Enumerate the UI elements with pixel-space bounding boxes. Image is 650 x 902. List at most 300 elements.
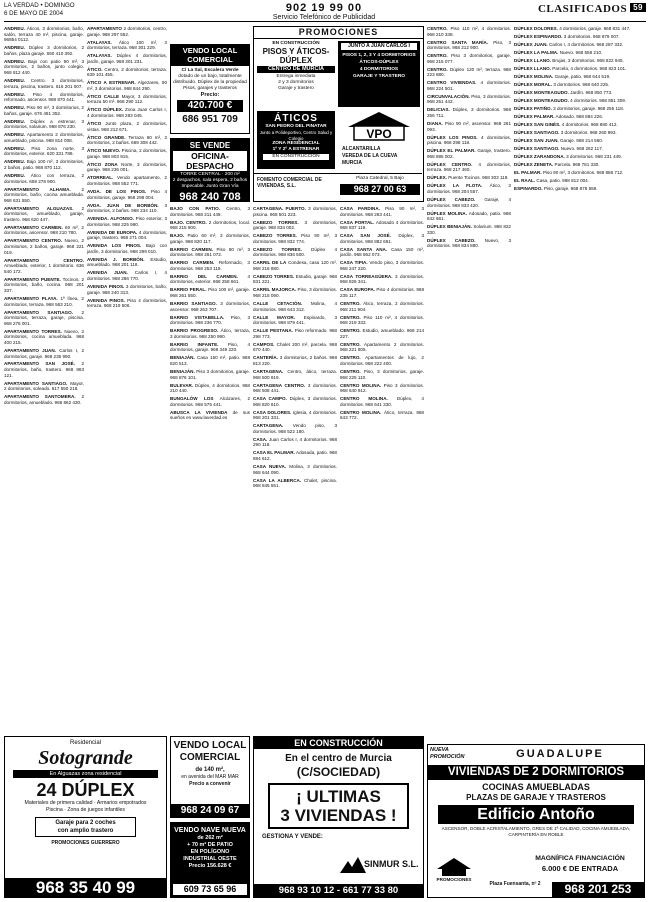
- nave-line-4: INDUSTRIAL OESTE: [183, 856, 237, 862]
- classified-ad-keyword: DÚPLEX JUAN.: [514, 41, 548, 47]
- classified-ad-text: Apartamento 2 dormitorios. 968 221 805.: [340, 341, 424, 353]
- classified-ad-keyword: AVENIDA PINOS.: [87, 297, 125, 303]
- classified-ad-text: Ático con terraza, 2 dormitorios. 659 278 900.: [4, 172, 84, 184]
- classified-ad: [253, 260, 337, 271]
- classified-ad-keyword: ANDREU.: [4, 105, 25, 111]
- page-header: [4, 2, 646, 22]
- classified-ad-keyword: AVENIDA DE EUROPA.: [87, 229, 138, 235]
- classified-ad-text: Piso 80 m², 3 dormitorios. 968 261 072.: [170, 246, 250, 258]
- classified-ad-keyword: CALLE CETACIÓN.: [253, 301, 303, 307]
- classified-ad-keyword: CANTERÍA.: [253, 355, 279, 361]
- classified-ad-keyword: CASA LA ALBERCA.: [253, 477, 302, 483]
- classified-ad-keyword: ABUSCA LA VIVIENDA: [170, 409, 228, 415]
- nave-line-5: Precio 156.628 €: [188, 863, 232, 869]
- classified-ad-keyword: CASA EUROPA.: [340, 287, 375, 293]
- classified-ad-text: Ático, 3 dormitorios. 968 204 557.: [427, 183, 511, 194]
- nave-line-1: de 262 m²: [197, 835, 223, 841]
- classified-ad: [170, 369, 250, 380]
- classified-ad: [87, 121, 167, 132]
- classified-ad-keyword: CENTRO SANTA MARÍA.: [427, 39, 489, 45]
- classified-ad-keyword: ANDREU.: [4, 118, 25, 124]
- classified-ad-text: Reformado, 3 dormitorios. 968 253 119.: [170, 260, 250, 271]
- classified-ad: [4, 361, 84, 378]
- classified-ad: [340, 383, 424, 394]
- classified-ad: [87, 107, 167, 118]
- classified-ad-text: Piso, garaje. 968 878 559.: [543, 185, 598, 191]
- classified-ad-keyword: ÁTICO CALLE: [87, 93, 120, 99]
- ad-oficina-line-1: TORRE CENTRAL · 200 m²: [180, 172, 240, 177]
- classified-ad: [427, 211, 511, 222]
- classified-ad-text: Garaje. 968 214 560.: [559, 137, 604, 143]
- classified-ad-text: Carlos I, 2 dormitorios, garaje. 968 235 990.: [4, 347, 84, 359]
- classified-ad: [427, 121, 511, 132]
- classified-ad-text: Piscina, 2 dormitorios, garaje. 968 803 915.: [87, 148, 167, 159]
- classified-ad-keyword: APARTAMENTO: [87, 26, 122, 31]
- local2-sub-1: de 140 m²,: [195, 767, 225, 773]
- classified-ad: [514, 26, 645, 32]
- classified-ad: [253, 220, 337, 231]
- classified-ad-text: Piso 4 dormitorios. 968 235 117.: [340, 287, 424, 299]
- classified-ad-text: Norte, 3 dormitorios, garaje. 968 236 001.: [87, 161, 167, 173]
- guad-title: VIVIENDAS DE 2 DORMITORIOS: [428, 765, 644, 780]
- classified-ad-keyword: CABEZO TORRES.: [253, 233, 297, 239]
- constr-big-1: ¡ ULTIMAS: [296, 787, 381, 806]
- classified-ad-keyword: BENIAJÁN.: [170, 368, 195, 374]
- classified-ad-keyword: DÚPLEX MONTEAGUDO.: [514, 89, 569, 95]
- promo-right-item-3: 4 DORMITORIOS: [359, 67, 399, 72]
- constr-line-2: (C/SOCIEDAD): [296, 765, 381, 779]
- classified-ad-keyword: ANDREU.: [4, 132, 25, 138]
- classified-column-4: [253, 206, 337, 730]
- classified-ad: [253, 478, 337, 489]
- classified-ad-keyword: DÚPLEX SAN JUAN.: [514, 137, 559, 143]
- promo-left-block: [257, 41, 335, 107]
- guad-place: GUADALUPE: [516, 748, 604, 760]
- classified-ad-text: Nuevo, 2 dormitorios, cocina amueblada. 968 400 215.: [4, 328, 84, 345]
- classified-ad-text: 3 dormitorios, garaje. 968 255 118.: [553, 105, 625, 111]
- classified-ad: [170, 233, 250, 244]
- classified-ad: [4, 132, 84, 143]
- classified-ad-keyword: ÁTICO NUEVO.: [87, 148, 121, 154]
- classified-ad-keyword: CASA PARDINA.: [340, 206, 380, 211]
- guad-name: Edificio Antoño: [438, 805, 634, 824]
- guad-address: Plaza Fuensanta, nº 2: [489, 881, 541, 887]
- classified-ad-keyword: CASA SAN JOSÉ.: [340, 233, 391, 239]
- classified-ad-keyword: DÚPLEX MOLINA.: [514, 73, 554, 79]
- classified-ad-text: Molina, 3 dormitorios. 968 644 090.: [253, 463, 337, 475]
- promo-right-item-2: ÁTICOS-DÚPLEX: [359, 60, 399, 65]
- classified-ad-keyword: CENTRO.: [427, 26, 448, 31]
- classified-ad: [4, 258, 84, 275]
- classified-ad-text: Piso 4 dormitorios, terraza. 968 219 506.: [87, 297, 167, 309]
- classified-ad: [170, 383, 250, 394]
- promo-address: Plaza Catedral, 5 Bajo: [356, 176, 404, 181]
- classified-ad: [170, 220, 250, 231]
- promo-vpo-line-3: MURCIA: [342, 160, 362, 166]
- classified-ad-keyword: AVDA. JUAN DE BORBÓN.: [87, 202, 159, 208]
- classified-ad-keyword: CASA PORTAL.: [340, 219, 375, 225]
- classified-ad: [514, 90, 645, 96]
- classified-ad-keyword: APARTAMENTO PUENTE.: [4, 276, 61, 282]
- classified-ad: [170, 342, 250, 353]
- promo-right-heading: JUNTO A JUAN CARLOS I: [341, 43, 417, 50]
- classified-ad-keyword: CASA NUEVA.: [253, 463, 287, 469]
- classified-ad-text: Piso 3 dormitorios, garaje. 968 215 077.: [427, 53, 511, 64]
- classified-ad-keyword: DÚPLEX MONTEAGUDO.: [514, 97, 569, 103]
- classified-ad-keyword: ÁTICO A ESTRENAR.: [87, 80, 136, 86]
- classified-ad-text: Iglesia, 4 dormitorios. 968 201 331.: [253, 409, 337, 421]
- classified-ad-text: 4 dormitorios, piscina. 968 298 118.: [427, 134, 511, 146]
- promo-aticos-title: ÁTICOS: [274, 113, 318, 124]
- classified-ad-text: 3 dormitorios. 968 260 993.: [560, 129, 617, 135]
- classified-ad: [427, 148, 511, 159]
- classified-ad-text: 3 dormitorios. 968 508 441.: [253, 382, 337, 394]
- classified-ad: [340, 369, 424, 380]
- soto-offer-1: Garaje para 2 coches: [55, 820, 116, 826]
- classified-ad-keyword: DÚPLEX LA FLOTA.: [427, 183, 483, 189]
- soto-tag: En Alguazas zona residencial: [13, 770, 158, 778]
- classified-ad-keyword: ANDREU.: [4, 91, 25, 97]
- classified-column-7: [514, 26, 645, 740]
- classified-ad-text: Chalet, piscina. 968 845 551.: [253, 477, 337, 489]
- classified-ad: [514, 186, 645, 192]
- classified-ad-text: Adosada, patio. 968 884 612.: [253, 450, 337, 461]
- classified-ad-text: Alcázares, 2 dormitorios. 968 575 441.: [170, 396, 250, 407]
- classified-ad: [340, 220, 424, 231]
- classified-ad-text: Piso 90 m², 3 dormitorios. 968 886 712.: [542, 169, 624, 175]
- classified-ad-keyword: CENTRO VIVIENDAS.: [427, 80, 477, 86]
- promo-left-heading: EN CONSTRUCCIÓN: [272, 41, 320, 46]
- classified-ad: [4, 187, 84, 204]
- classified-ad: [340, 355, 424, 366]
- soto-small: Residencial: [69, 740, 102, 746]
- house-logo-icon: [338, 111, 420, 141]
- classified-ad-keyword: CENTRO.: [340, 328, 361, 334]
- ad-local-line-4: Pisos, garajes y trasteros: [183, 86, 237, 91]
- constr-company: SINMUR S.L.: [364, 859, 419, 869]
- classified-ad-keyword: ANDREU.: [4, 77, 25, 83]
- promo-left-title: PISOS Y ÁTICOS-DÚPLEX: [262, 47, 330, 65]
- classified-ad: [4, 146, 84, 157]
- classified-ad-keyword: APARTAMENTO CENTRO.: [4, 257, 84, 263]
- classified-ad-keyword: CABEZO TORRES.: [253, 273, 295, 279]
- classified-ad-keyword: ATALAYAS.: [87, 53, 112, 59]
- classified-ad-text: Juan Carlos I, 4 dormitorios. 968 290 118.: [253, 436, 337, 448]
- local2-sub-3: Precio a convenir: [189, 781, 231, 787]
- classified-ad-keyword: CARTAGENA CENTRO.: [253, 382, 306, 388]
- classified-ad-keyword: DÚPLEX LLANO.: [514, 65, 552, 71]
- classified-column-6: [427, 26, 511, 740]
- classified-ad: [427, 40, 511, 51]
- classified-ad-keyword: DÚPLEX.: [427, 175, 447, 181]
- publication-date: 6 DE MAYO DE 2004: [4, 9, 64, 17]
- classified-ad: [4, 92, 84, 103]
- classified-ad: [87, 284, 167, 295]
- classified-ad-keyword: EL PALMAR.: [514, 169, 542, 175]
- classified-ad-keyword: AVENIDA. ALFONSO.: [87, 216, 134, 222]
- classified-ad: [340, 328, 424, 339]
- local2-phone: 968 24 09 67: [171, 804, 249, 817]
- classified-ad: [4, 329, 84, 346]
- ad-local-price: 420.700 €: [177, 100, 243, 112]
- classified-ad: [340, 315, 424, 326]
- classified-ad-text: Amueblado, exterior, 1 dormitorio. 636 540 172.: [4, 263, 84, 274]
- classified-ad-keyword: ÁTICO: [87, 121, 102, 127]
- classified-ad: [253, 247, 337, 258]
- classified-ad: [514, 154, 645, 160]
- classified-ad-keyword: ÁTICO DÚPLEX.: [87, 107, 124, 113]
- classified-ad: [514, 58, 645, 64]
- classified-ad: [340, 301, 424, 312]
- classified-ad-keyword: DÚPLEX SANTIAGO.: [514, 129, 560, 135]
- classified-ad-text: Nuevo. 968 558 210.: [559, 49, 603, 55]
- classified-ad-text: Dúplex 4 dormitorios, jardín, garaje. 968 301 231.: [87, 53, 167, 64]
- classified-ad: [87, 135, 167, 146]
- promo-right-item-4: GARAJE Y TRASTERO: [352, 74, 406, 79]
- classified-ad-keyword: DÚPLEX EL PALMAR.: [427, 148, 476, 154]
- promo-aticos-block: [257, 111, 335, 169]
- classified-ad: [514, 50, 645, 56]
- classified-ad: [514, 106, 645, 112]
- classified-ad: [87, 26, 167, 37]
- classified-ad: [514, 66, 645, 72]
- classified-ad: [170, 396, 250, 407]
- guad-promo: NUEVA PROMOCIÓN: [430, 747, 465, 760]
- guad-desc: ASCENSOR, DOBLE ACRISTALAMIENTO, GRES DE 1ª CALIDAD, COCINA AMUEBLADA, CARPINTERÍA EN ROBLE: [441, 826, 631, 837]
- promo-vpo-line-1: ALCANTARILLA: [342, 146, 381, 152]
- classified-ad-keyword: CASA.: [253, 436, 268, 442]
- classified-ad-text: Espinardo, 3 dormitorios. 968 879 441.: [253, 314, 337, 326]
- soto-offer-2: con amplio trastero: [57, 828, 114, 834]
- classified-ad: [253, 328, 337, 339]
- classified-ad-text: Ático 100 m², 3 dormitorios, terraza. 968 301 229.: [87, 39, 167, 51]
- classified-ad: [253, 206, 337, 217]
- classified-ad: [87, 189, 167, 200]
- classified-ad-text: Centro. 3 dormitorios, terraza, piscina, trastero. 616 201 007.: [4, 77, 84, 89]
- classified-ad-keyword: APARTAMENTO SAN JOSÉ.: [4, 361, 76, 367]
- classified-ad-text: 3 dormitorios. 968 231 449.: [566, 153, 623, 159]
- classified-ad: [340, 247, 424, 258]
- classified-ad-text: Vendo piso, 3 dormitorios. 968 522 180.: [253, 423, 337, 434]
- classified-ad-text: 4 dormitorios. 968 224 501.: [427, 80, 511, 91]
- ad-local-line-1: C/ La Sal, Escalera Verde: [181, 68, 239, 73]
- classified-ad-text: Garaje, 4 dormitorios. 968 833 420.: [427, 196, 511, 208]
- classified-ad: [340, 410, 424, 421]
- publication-name: LA VERDAD • DOMINGO: [4, 2, 75, 9]
- classified-ad: [340, 260, 424, 271]
- classified-ad: [427, 53, 511, 64]
- classified-ad-keyword: CARTAGENA.: [253, 423, 284, 429]
- classified-ad-text: Piso 3 dormitorios. 968 640 912.: [340, 382, 424, 394]
- classified-ad-text: 3 dormitorios. 968 826 341.: [340, 273, 424, 285]
- classified-ad: [170, 287, 250, 298]
- classified-ad-text: Áticos, 3 dormitorios, baño, salón, terraza 40 m², piscina, garaje. 96854 0112.: [4, 26, 84, 43]
- ad-construccion: [253, 736, 424, 898]
- guad-sub-1: COCINAS AMUEBLADAS: [482, 782, 590, 792]
- classified-ad-keyword: BAJO. CENTRO.: [170, 219, 207, 225]
- classified-ad-keyword: CENTRO MOLINA.: [340, 396, 388, 402]
- classified-ad-text: Piso 110 m², 4 dormitorios. 968 219 332.: [340, 314, 424, 326]
- classified-ad-text: Puente Tocinos. 968 303 119.: [448, 175, 509, 181]
- classified-ad: [514, 74, 645, 80]
- classified-ad: [4, 159, 84, 170]
- classified-ad-text: Estudio, amueblado. 968 214 227.: [340, 328, 424, 339]
- classified-ad: [170, 206, 250, 217]
- classified-ad-text: Piso, 3 dormitorios, garaje. 968 225 110.: [340, 368, 424, 380]
- classified-ad: [253, 274, 337, 285]
- ad-promociones: [253, 26, 424, 202]
- classified-ad-text: Nuevo, 2 dormitorios, 2 baños, garaje. 968 221 019.: [4, 238, 84, 255]
- guad-finance: MAGNÍFICA FINANCIACIÓN: [535, 855, 625, 862]
- classified-ad-text: Ático, terraza, 3 dormitorios. 968 250 990.: [170, 328, 250, 339]
- classified-ad-keyword: CASA SANTA ANA.: [340, 246, 388, 252]
- classified-ad-text: 3 dormitorios, piscina. 968 501 223.: [253, 206, 337, 217]
- classified-ad-text: Adosado. 968 884 226.: [555, 113, 604, 119]
- classified-ad-keyword: BARRIO DEL CARMEN.: [170, 273, 238, 279]
- constr-banner: EN CONSTRUCCIÓN: [254, 737, 423, 749]
- classified-ad-keyword: ATALAYAS.: [87, 39, 112, 45]
- classified-ad-keyword: DÚPLEX SANTIAGO.: [514, 145, 560, 151]
- classified-ad: [170, 260, 250, 271]
- classified-ad-keyword: ANDREU.: [4, 145, 25, 151]
- classified-ad-keyword: BAJO.: [170, 233, 185, 239]
- classified-ad-text: Dúplex, 3 dormitorios. 968 882 661.: [340, 233, 424, 244]
- promo-vpo-line-2: VEREDA DE LA CUEVA: [342, 153, 398, 159]
- classified-ad-text: Junto plaza, 2 dormitorios, vistas. 968 212 671.: [87, 121, 167, 132]
- classified-ad: [514, 138, 645, 144]
- classified-ad-text: Casa 150 m², patio. 968 820 513.: [170, 355, 250, 366]
- classified-ad: [87, 298, 167, 309]
- classified-ad-keyword: BULEVAR.: [170, 382, 194, 388]
- classified-ad-text: Bajo 100 m², 3 dormitorios, 2 baños, patio. 968 870 112.: [4, 159, 84, 170]
- classified-ad: [427, 162, 511, 173]
- classified-ad-text: Molina, 4 dormitorios. 968 643 312.: [253, 301, 337, 312]
- classified-ad: [514, 34, 645, 40]
- promo-footer: [254, 173, 422, 200]
- classified-ad: [514, 114, 645, 120]
- guad-header: [428, 745, 644, 765]
- classified-ad: [4, 45, 84, 56]
- classified-ad-text: Vendo piso, 3 dormitorios. 968 247 220.: [340, 260, 424, 271]
- classified-ad-text: Dúplex, 4 dormitorios. 968 641 330.: [340, 396, 424, 407]
- classified-ad: [170, 328, 250, 339]
- ad-vendo-local-2: [170, 736, 250, 818]
- classified-ad: [253, 437, 337, 448]
- classified-ad-text: Piso 90 m², ascensor. 968 261 093.: [427, 121, 511, 132]
- classified-ad-text: Piso 110 m², 4 dormitorios. 968 210 338.: [427, 26, 511, 37]
- classified-ad: [87, 40, 167, 51]
- classified-ad-keyword: DÚPLEX PATIÑO.: [514, 105, 552, 111]
- classified-ad-text: 1ª línea, 2 dormitorios, terraza. 968 563 210.: [4, 295, 84, 307]
- classified-ad: [4, 173, 84, 184]
- classified-ad-text: Nuevo. 968 262 117.: [560, 145, 604, 151]
- classified-ad-keyword: AVENIDA JUAN.: [87, 270, 128, 276]
- classified-ad: [253, 342, 337, 353]
- classified-ad-text: Dúplex 120 m², terraza. 968 223 880.: [427, 66, 511, 78]
- classified-ad-text: Centro, 3 dormitorios. 968 211 449.: [170, 206, 250, 217]
- classified-ad-text: 2 dormitorios, centro, garaje. 968 297 552.: [87, 26, 167, 37]
- classified-ad-keyword: BARRIO CARMEN.: [170, 246, 213, 252]
- classified-ad-keyword: AVENIDA J. BORBÓN.: [87, 256, 145, 262]
- classified-column-1: [4, 26, 84, 732]
- ad-guadalupe: [427, 744, 645, 898]
- classified-ad: [427, 107, 511, 118]
- classified-ad-text: Piso, 4 dormitorios, garaje. 968 349 220.: [170, 341, 250, 353]
- classified-ad: [87, 216, 167, 227]
- classified-ad-text: Patio 60 m², 3 dormitorios, garaje. 968 820 117.: [170, 233, 250, 244]
- classified-ad: [514, 170, 645, 176]
- promo-title: PROMOCIONES: [254, 27, 423, 39]
- classified-ad-text: Carlos I, 4 dormitorios. 968 286 770.: [87, 270, 167, 281]
- classified-ad: [340, 396, 424, 407]
- classified-ad: [4, 277, 84, 294]
- classified-ad: [170, 355, 250, 366]
- classified-ad-keyword: DÚPLEX CENTRO.: [427, 161, 473, 167]
- classified-ad-keyword: CABEZO TORRES.: [253, 219, 299, 225]
- classified-ad-keyword: DÚPLEX PALMAR.: [514, 113, 555, 119]
- classified-ad: [253, 369, 337, 380]
- classified-column-3: [170, 206, 250, 730]
- guad-bottom: [428, 855, 644, 897]
- classified-ad-keyword: DÚPLEX LA PALMA.: [514, 49, 559, 55]
- classified-ad-keyword: APARTAMENTO ALHAMA.: [4, 186, 71, 192]
- ad-local-line-5: Precio:: [200, 92, 220, 98]
- classified-ad-text: Vendo apartamento, 2 dormitorios. 968 552 771.: [87, 175, 167, 186]
- classified-ad-text: Piso reformado. 968 298 773.: [253, 328, 337, 339]
- classified-ad-text: Nuevo, 3 dormitorios. 968 834 880.: [427, 237, 511, 249]
- classified-ad-keyword: CASA CAMPO.: [253, 396, 287, 402]
- classified-ad-text: Apartamento 2 dormitorios, amueblado, piscina. 968 814 008.: [4, 132, 84, 143]
- classified-ad-text: 2 dormitorios, terraza, garaje, piscina. 968 276 001.: [4, 309, 84, 326]
- ad-sotogrande: [4, 736, 167, 898]
- classified-ad-text: 3 dormitorios. 968 879 007.: [563, 33, 620, 39]
- classified-ad-text: 2 dormitorios, local. 968 215 900.: [170, 219, 250, 231]
- classified-ad: [253, 287, 337, 298]
- classified-ad: [4, 310, 84, 327]
- classified-ad: [427, 224, 511, 235]
- classified-column-5: [340, 206, 424, 730]
- classified-ad-text: Parcela. 968 781 330.: [554, 161, 600, 167]
- classified-ad-keyword: CENTRO.: [340, 314, 361, 320]
- ad-oficina-line-3: Impecable. Junto Gran Vía: [181, 184, 239, 189]
- classified-ad-text: 3 dormitorios, 2 baños. 968 234 110.: [87, 202, 167, 214]
- classified-ad-keyword: CIRCUNVALACIÓN.: [427, 93, 470, 99]
- classified-ad-text: 4 dormitorios, garaje, trastero. 968 271 004.: [87, 229, 167, 241]
- builder-logo-icon: [434, 857, 474, 877]
- classified-ad: [87, 53, 167, 64]
- classified-ad: [340, 342, 424, 353]
- classified-ad-keyword: CARRIL DE LA: [253, 260, 287, 266]
- classified-ad-text: Piso zona norte, 3 dormitorios, exterior. 620 331 789.: [4, 145, 84, 157]
- classified-ad-text: Piso 90 m², 3 dormitorios. 968 263 441.: [340, 206, 424, 217]
- classified-ad-text: 3 dormitorios, 2 baños. 968 813 220.: [253, 355, 337, 366]
- classified-ad-keyword: EL RAAL.: [514, 177, 536, 183]
- guad-sub-2: PLAZAS DE GARAJE Y TRASTEROS: [466, 793, 606, 802]
- classified-ad: [514, 82, 645, 88]
- classified-ad-text: 2 dormitorios, amueblado. 968 862 430.: [4, 394, 84, 405]
- classified-ad: [514, 146, 645, 152]
- classified-ad-keyword: DÚPLEX LLANO.: [514, 57, 552, 63]
- classified-ad: [4, 206, 84, 223]
- classified-ad: [4, 296, 84, 307]
- promo-left-item-1: Entrega inmediata: [276, 74, 316, 79]
- promo-right-block: [338, 41, 420, 107]
- classified-ad: [340, 287, 424, 298]
- classified-ad-keyword: DIANA.: [427, 121, 443, 127]
- classified-ad-text: Piso, 3 dormitorios. 968 212 900.: [427, 39, 511, 51]
- publication-info: [4, 2, 75, 17]
- promo-aticos-note: EN CONSTRUCCIÓN: [263, 154, 329, 160]
